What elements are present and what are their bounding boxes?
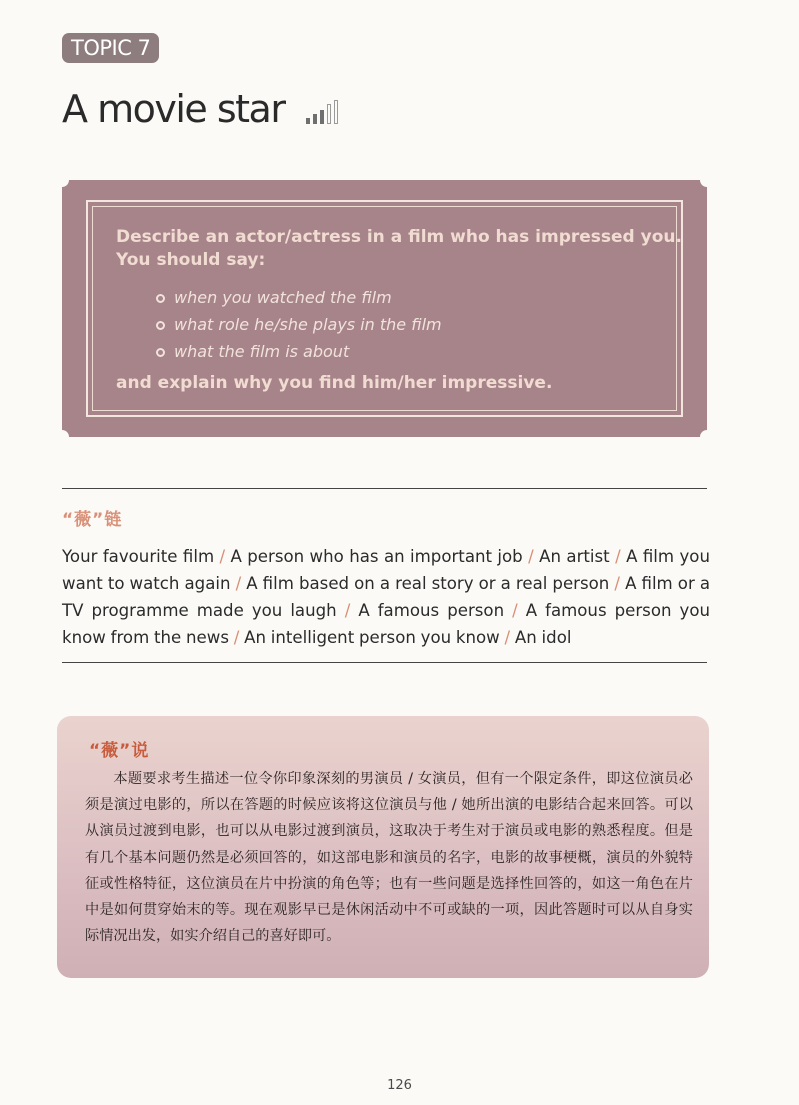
difficulty-bar bbox=[334, 100, 338, 124]
chain-separator: / bbox=[512, 601, 526, 620]
chain-separator: / bbox=[504, 628, 515, 647]
chain-item: A film you want to watch again bbox=[62, 547, 710, 593]
divider-top bbox=[62, 488, 707, 489]
chain-separator: / bbox=[615, 547, 627, 566]
cue-card-content bbox=[116, 226, 686, 395]
note-paragraph: 本题要求考生描述一位令你印象深刻的男演员 / 女演员，但有一个限定条件，即这位演员必须是演过电影的，所以在答题的时候应该将这位演员与他 / 她所出演的电影结合起来回答。可以从演员过渡到电影，也可以从电影过渡到演员，这取决于考生对于演员或电影的熟悉程度。但是有几个基本问题仍然是必须回答的，如这部电影和演员的名字，电影的故事梗概，演员的外貌特征或性格特征，这位演员在片中扮演的角色等；也有一些问题是选择性回答的，如这一角色在片中是如何贯穿始末的等。现在观影早已是休闲活动中不可或缺的一项，因此答题时可以从自身实际情况出发，如实介绍自己的喜好即可。 bbox=[85, 771, 693, 945]
page-title: A movie star bbox=[62, 87, 285, 131]
title-row bbox=[62, 86, 338, 132]
chain-separator: / bbox=[344, 601, 359, 620]
cue-point: what role he/she plays in the film bbox=[162, 311, 686, 338]
chain-separator: / bbox=[235, 574, 247, 593]
chain-section-label: “薇”链 bbox=[62, 510, 123, 530]
note-section-label: “薇”说 bbox=[89, 741, 150, 761]
corner-cutout bbox=[55, 430, 69, 444]
difficulty-bar bbox=[306, 118, 310, 124]
difficulty-bars-icon bbox=[306, 100, 338, 124]
chain-item: A famous person you know from the news bbox=[62, 601, 710, 647]
chain-item: Your favourite film bbox=[62, 547, 215, 566]
cue-heading-line: You should say: bbox=[116, 250, 266, 270]
note-box bbox=[57, 716, 709, 978]
related-topics-chain bbox=[62, 543, 710, 651]
corner-cutout bbox=[700, 430, 714, 444]
corner-cutout bbox=[55, 173, 69, 187]
cue-points-list bbox=[116, 284, 686, 365]
chain-separator: / bbox=[219, 547, 231, 566]
chain-item: A film or a TV programme made you laugh bbox=[62, 574, 711, 620]
cue-point: when you watched the film bbox=[162, 284, 686, 311]
chain-separator: / bbox=[528, 547, 540, 566]
difficulty-bar bbox=[313, 114, 317, 124]
cue-card bbox=[62, 180, 707, 437]
cue-card-heading bbox=[116, 226, 686, 272]
chain-item: An intelligent person you know bbox=[244, 628, 500, 647]
chain-item: A famous person bbox=[358, 601, 505, 620]
topic-badge: TOPIC 7 bbox=[62, 33, 159, 63]
chain-item: An idol bbox=[514, 628, 572, 647]
chain-item: A film based on a real story or a real person bbox=[246, 574, 610, 593]
divider-bottom bbox=[62, 662, 707, 663]
chain-item: An artist bbox=[539, 547, 610, 566]
cue-point: what the film is about bbox=[162, 338, 686, 365]
cue-heading-line: Describe an actor/actress in a film who has impressed you. bbox=[116, 227, 682, 247]
chain-separator: / bbox=[233, 628, 245, 647]
chain-item: A person who has an important job bbox=[230, 547, 523, 566]
corner-cutout bbox=[700, 173, 714, 187]
chain-separator: / bbox=[614, 574, 626, 593]
page-number: 126 bbox=[387, 1078, 412, 1093]
difficulty-bar bbox=[327, 104, 331, 124]
cue-card-closing: and explain why you find him/her impressive. bbox=[116, 373, 553, 393]
difficulty-bar bbox=[320, 110, 324, 124]
